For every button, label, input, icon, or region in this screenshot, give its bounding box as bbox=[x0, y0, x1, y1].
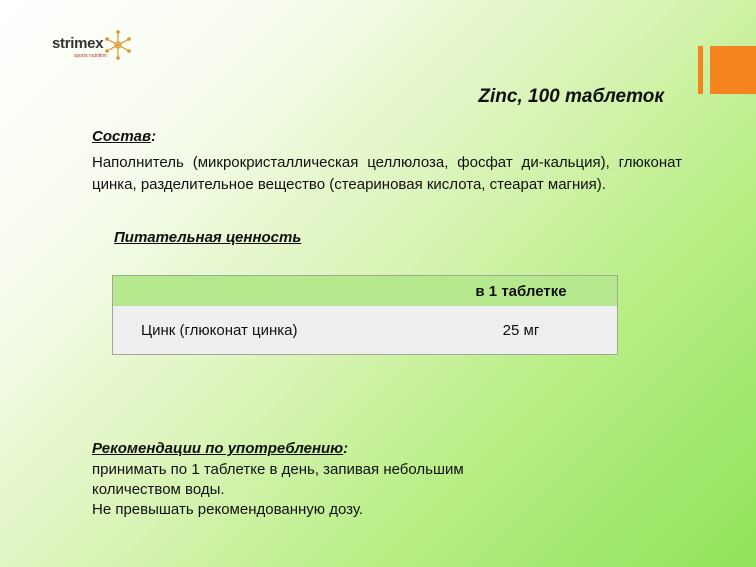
composition-text: Наполнитель (микрокристаллическая целлюлоза, фосфат ди-кальция), глюконат цинка, разделительное вещество (стеариновая кислота, стеарат магния). bbox=[92, 154, 682, 193]
logo-tagline: sports nutrition bbox=[74, 53, 107, 59]
recommendation-line: Не превышать рекомендованную дозу. bbox=[92, 501, 364, 518]
nutrient-name: Цинк (глюконат цинка) bbox=[113, 306, 426, 355]
table-header-empty bbox=[113, 276, 426, 307]
accent-bar-wide bbox=[710, 46, 756, 94]
nutrition-heading: Питательная ценность bbox=[114, 229, 302, 246]
recommendations-text bbox=[92, 460, 464, 520]
nutrition-table bbox=[112, 275, 618, 355]
table-header-row bbox=[113, 276, 618, 307]
brand-logo bbox=[52, 28, 132, 68]
molecule-icon bbox=[104, 28, 132, 62]
accent-bar-thin bbox=[698, 46, 703, 94]
table-column-header: в 1 таблетке bbox=[425, 276, 618, 307]
composition-heading: Состав: bbox=[92, 128, 157, 145]
nutrient-value: 25 мг bbox=[425, 306, 618, 355]
table-row bbox=[113, 306, 618, 355]
product-title: Zinc, 100 таблеток bbox=[478, 86, 664, 107]
recommendations-heading: Рекомендации по употреблению: bbox=[92, 440, 349, 457]
logo-wordmark: strimex bbox=[52, 35, 104, 52]
recommendation-line: принимать по 1 таблетке в день, запивая небольшим bbox=[92, 461, 464, 478]
recommendation-line: количеством воды. bbox=[92, 481, 225, 498]
